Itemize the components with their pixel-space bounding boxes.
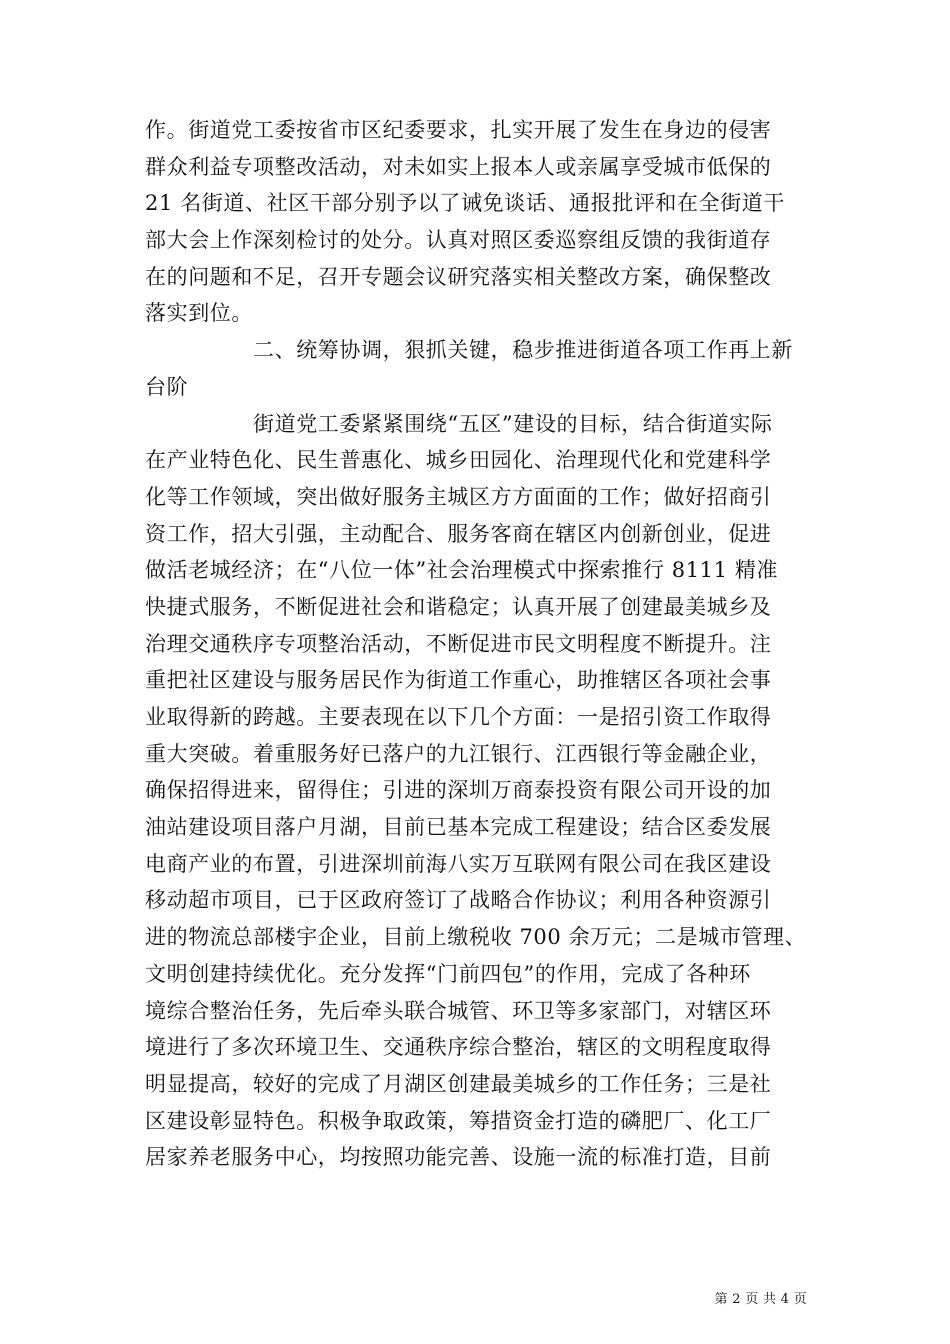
section-heading: 二、统筹协调，狠抓关键，稳步推进街道各项工作再上新 — [145, 338, 793, 363]
text-line: 移动超市项目，已于区政府签订了战略合作协议；利用各种资源引 — [145, 888, 772, 913]
section-heading-continued: 台阶 — [145, 374, 189, 399]
text-line: 资工作，招大引强，主动配合、服务客商在辖区内创新创业，促进 — [145, 521, 772, 546]
text-line: 重把社区建设与服务居民作为街道工作重心，助推辖区各项社会事 — [145, 668, 772, 693]
text-line: 油站建设项目落户月湖，目前已基本完成工程建设；结合区委发展 — [145, 815, 772, 840]
text-line: 部大会上作深刻检讨的处分。认真对照区委巡察组反馈的我街道存 — [145, 228, 772, 253]
text-line: 区建设彰显特色。积极争取政策，筹措资金打造的磷肥厂、化工厂 — [145, 1108, 772, 1133]
text-line: 确保招得进来，留得住；引进的深圳万商泰投资有限公司开设的加 — [145, 778, 772, 803]
text-line: 做活老城经济；在“八位一体”社会治理模式中探索推行 8111 精准 — [145, 558, 779, 583]
text-line: 文明创建持续优化。充分发挥“门前四包”的作用，完成了各种环 — [145, 961, 751, 986]
body-text — [145, 112, 825, 1176]
text-line: 在产业特色化、民生普惠化、城乡田园化、治理现代化和党建科学 — [145, 448, 772, 473]
text-line: 街道党工委紧紧围绕“五区”建设的目标，结合街道实际 — [145, 411, 773, 436]
text-line: 化等工作领域，突出做好服务主城区方方面面的工作；做好招商引 — [145, 484, 772, 509]
text-line: 群众利益专项整改活动，对未如实上报本人或亲属享受城市低保的 — [145, 154, 772, 179]
text-line: 落实到位。 — [145, 301, 253, 326]
text-line: 治理交通秩序专项整治活动，不断促进市民文明程度不断提升。注 — [145, 631, 772, 656]
text-line: 业取得新的跨越。主要表现在以下几个方面：一是招引资工作取得 — [145, 705, 772, 729]
text-line: 作。街道党工委按省市区纪委要求，扎实开展了发生在身边的侵害 — [145, 118, 772, 142]
text-line: 重大突破。着重服务好已落户的九江银行、江西银行等金融企业， — [145, 741, 772, 766]
text-line: 21 名街道、社区干部分别予以了诫免谈话、通报批评和在全街道干 — [145, 191, 785, 216]
text-line: 在的问题和不足，召开专题会议研究落实相关整改方案，确保整改 — [145, 264, 772, 289]
page-number-footer: 第 2 页 共 4 页 — [714, 1292, 807, 1307]
text-line: 境进行了多次环境卫生、交通秩序综合整治，辖区的文明程度取得 — [145, 1035, 772, 1060]
text-line: 居家养老服务中心，均按照功能完善、设施一流的标准打造，目前 — [145, 1145, 772, 1170]
text-line: 电商产业的布置，引进深圳前海八实万互联网有限公司在我区建设 — [145, 851, 772, 876]
text-line: 明显提高，较好的完成了月湖区创建最美城乡的工作任务；三是社 — [145, 1071, 772, 1096]
text-line: 境综合整治任务，先后牵头联合城管、环卫等多家部门，对辖区环 — [145, 998, 772, 1023]
text-line: 快捷式服务，不断促进社会和谐稳定；认真开展了创建最美城乡及 — [145, 594, 772, 619]
text-line: 进的物流总部楼宇企业，目前上缴税收 700 余万元；二是城市管理、 — [145, 925, 807, 950]
